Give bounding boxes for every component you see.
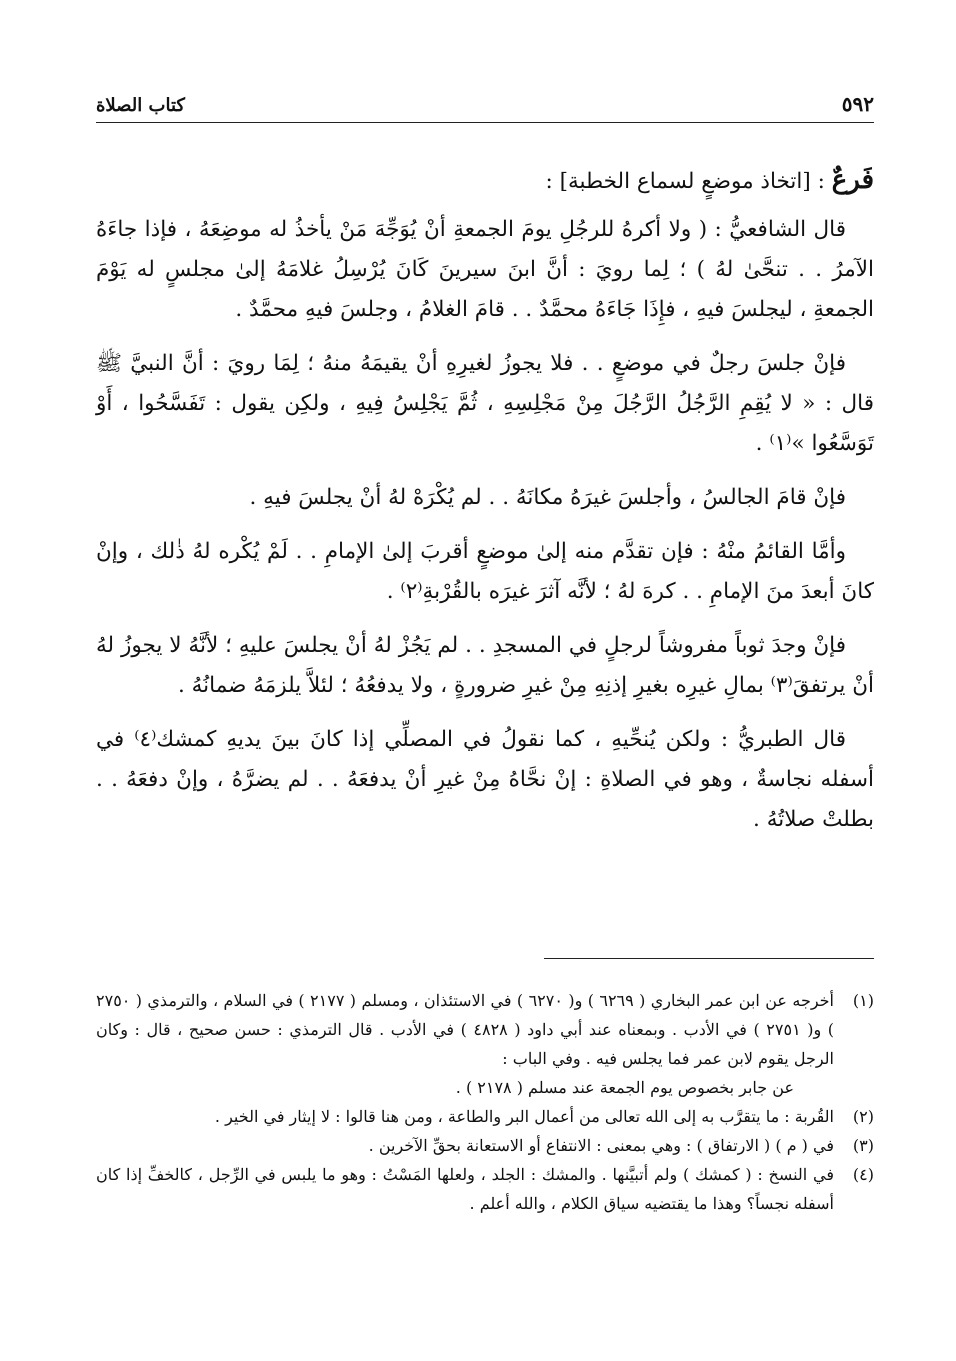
paragraph: قال الشافعيُّ : ( ولا أكرهُ للرجُلِ يومَ الجمعةِ أنْ يُوَجِّهَ مَنْ يأخذُ له موضِعَهُ ، فإذا جاءَهُ الآمرُ . . تنحَّىٰ لهُ ) ؛ لِما رويَ : أنَّ ابنَ سيرينَ كَانَ يُرْسِلُ غلامَهُ إلىٰ مجلسٍ له يَوْمَ الجمعةِ ، ليجلسَ فيهِ ، فإِذَا جَاءَهُ محمَّدٌ . . قامَ الغلامُ ، وجلسَ فيهِ محمَّدٌ . [96, 217, 874, 322]
footnotes [96, 986, 874, 1218]
section-heading [96, 160, 874, 202]
paragraph: فإنْ وجدَ ثوباً مفروشاً لرجلٍ في المسجدِ . . لم يَجُزْ لهُ أنْ يجلسَ عليهِ ؛ لأنَّهُ لا يجوزُ لهُ أنْ يرتفقَ⁽٣⁾ بمالِ غيرِه بغيرِ إذنِهِ مِنْ غيرِ ضرورةٍ ، ولا يدفعُهُ ؛ لئلاَّ يلزمَهُ ضمانُهُ . [96, 633, 874, 698]
book-title: كتاب الصلاة [96, 95, 185, 116]
main-text [96, 160, 874, 854]
footnote-divider [544, 958, 874, 959]
footnote-subtext: عن جابر بخصوص يوم الجمعة عند مسلم ( ٢١٧٨ ) . [455, 1078, 794, 1097]
paragraph: فإنْ قامَ الجالسُ ، وأجلسَ غيرَهُ مكانَهُ . . لم يُكْرَهْ لهُ أنْ يجلسَ فيهِ . [249, 485, 846, 510]
paragraph: قال الطبريُّ : ولكن يُنحِّيهِ ، كما نقولُ في المصلِّي إذا كانَ بينَ يديهِ كمشك⁽٤⁾ في أسفله نجاسةٌ ، وهو في الصلاةِ : إنْ نحَّاهُ مِنْ غيرِ أنْ يدفعَهُ . . لم يضرَّهُ ، وإنْ دفعَهُ . . بطلتْ صلاتُهُ . [96, 727, 874, 832]
footnote-number: (٢) [852, 1107, 874, 1126]
footnote-text: في ( م ) ( الارتفاق ) : وهي بمعنى : الانتفاع أو الاستعانة بحقِّ الآخرين . [368, 1136, 834, 1155]
footnote [96, 1102, 874, 1131]
footnote-text: في النسخ : ( كمشك ) ولم أتبيَّنها . والمشك : الجلد ، ولعلها المَسْتُ : وهو ما يلبس في الرِّجل ، كالخفِّ إذا كان أسفله نجساً؟ وهذا ما يقتضيه سياق الكلام ، والله أعلم . [96, 1165, 834, 1213]
footnote [96, 1160, 874, 1218]
footnote-number: (٣) [852, 1136, 874, 1155]
footnote-text: القُربة : ما يتقرَّب به إلى الله تعالى من أعمال البر والطاعة ، ومن هنا قالوا : لا إيثار في الخير . [214, 1107, 834, 1126]
footnote-number: (٤) [852, 1165, 874, 1184]
section-title: : [اتخاذ موضعٍ لسماع الخطبة] : [545, 169, 825, 194]
page-number: ٥٩٢ [841, 92, 874, 116]
section-prefix: فَرعٌ [831, 165, 874, 195]
footnote [96, 1131, 874, 1160]
running-header [96, 82, 874, 123]
paragraph: فإنْ جلسَ رجلٌ في موضعٍ . . فلا يجوزُ لغيرِهِ أنْ يقيمَهُ منهُ ؛ لِمَا رويَ : أنَّ النبيَّ ﷺ قال : « لا يُقِمِ الرَّجُلُ الرَّجُلَ مِنْ مَجْلِسِهِ ، ثُمَّ يَجْلِسُ فِيهِ ، ولكِن يقول : تَفَسَّحُوا ، أَوْ تَوَسَّعُوا »⁽١⁾ . [96, 351, 874, 456]
footnote [96, 986, 874, 1102]
footnote-text: أخرجه عن ابن عمر البخاري ( ٦٢٦٩ ) و( ٦٢٧٠ ) في الاستئذان ، ومسلم ( ٢١٧٧ ) في السلام ، والترمذي ( ٢٧٥٠ ) و( ٢٧٥١ ) في الأدب . وبمعناه عند أبي داود ( ٤٨٢٨ ) في الأدب . قال الترمذي : حسن صحيح ، قال : وكان الرجل يقوم لابن عمر فما يجلس فيه . وفي الباب : [96, 991, 835, 1068]
book-page [96, 0, 874, 1361]
paragraph: وأمَّا القائمُ منْهُ : فإن تقدَّم منه إلىٰ موضعٍ أقربَ إلىٰ الإمامِ . . لَمْ يُكْره لهُ ذٰلك ، وإنْ كانَ أبعدَ منَ الإمامِ . . كرهَ لهُ ؛ لأنَّه آثرَ غيرَه بالقُرْبةِ⁽٢⁾ . [96, 539, 874, 604]
footnote-number: (١) [852, 991, 874, 1010]
